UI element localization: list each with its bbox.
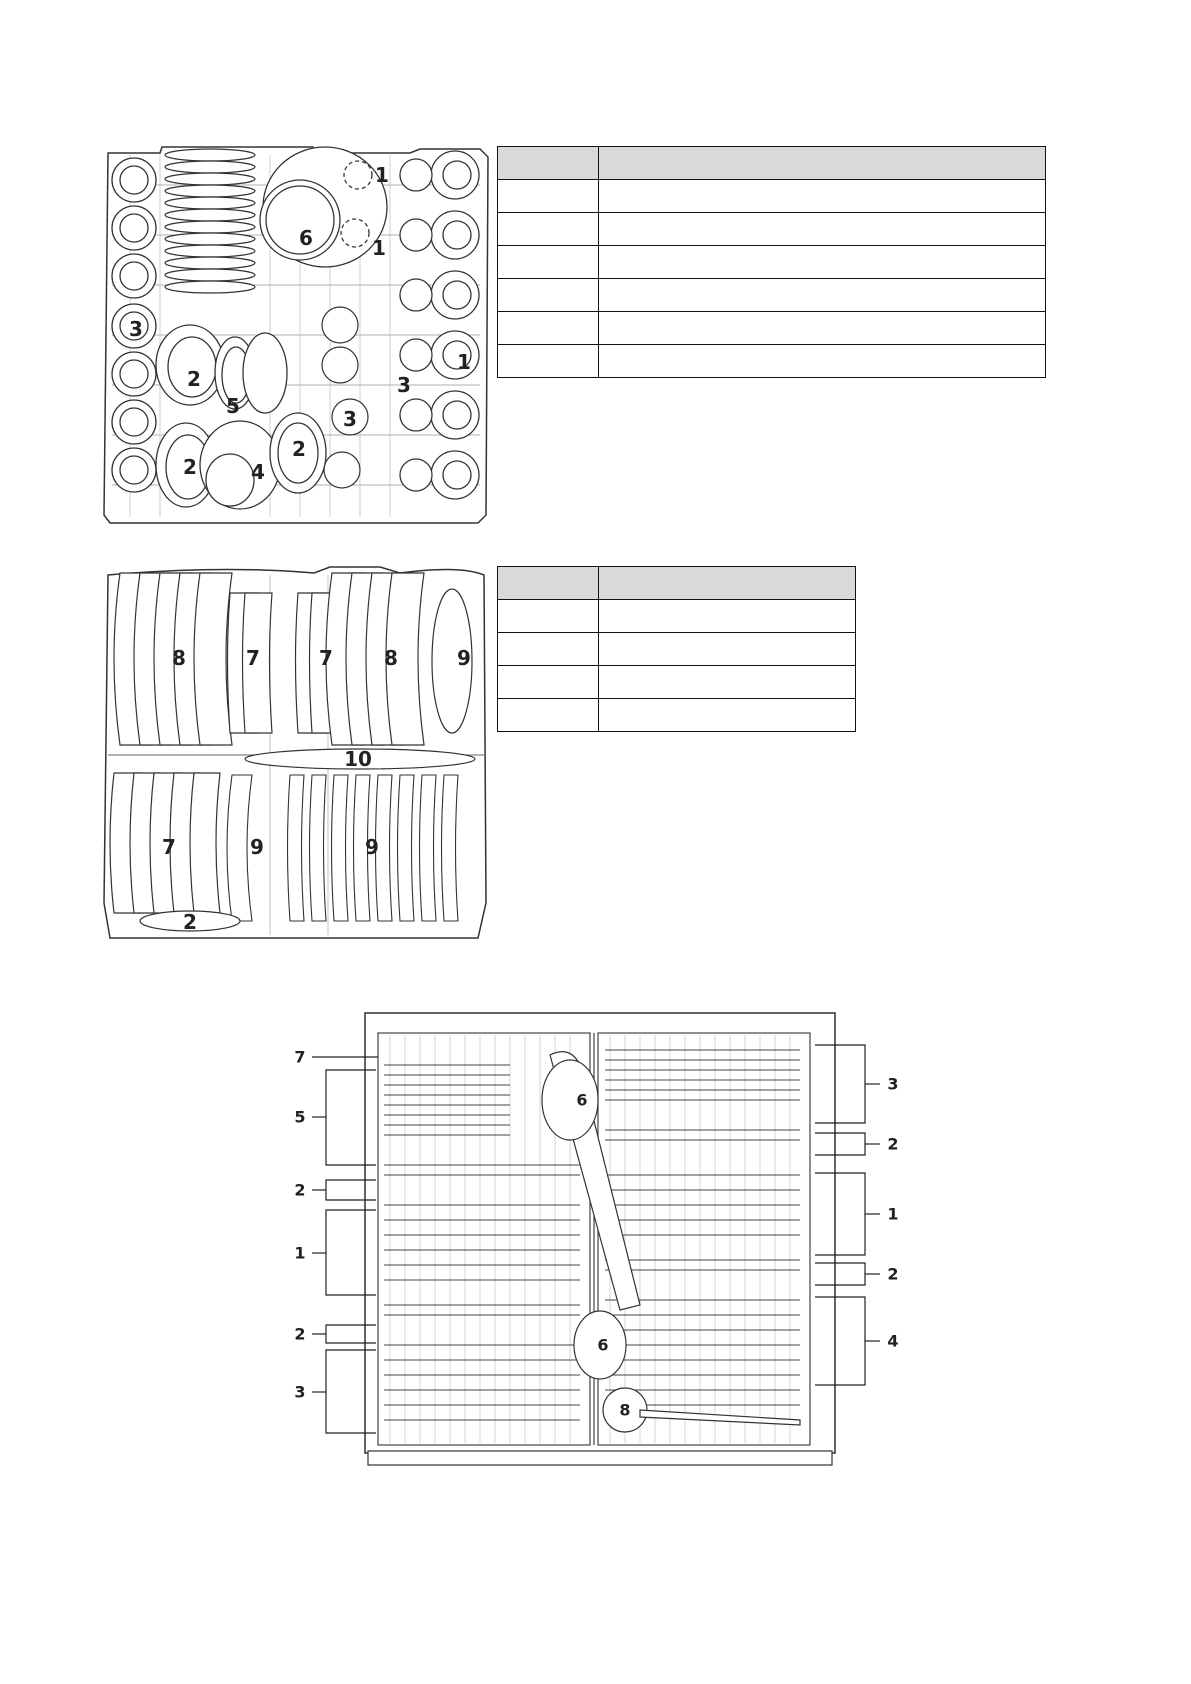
cutlery-tray-drawing xyxy=(280,1005,920,1470)
lower-rack-drawing xyxy=(100,563,490,948)
cutlery-left-label-2: 5 xyxy=(294,1107,306,1127)
upper-label-3: 6 xyxy=(299,226,313,250)
table-cell xyxy=(599,246,1046,279)
table-cell xyxy=(599,213,1046,246)
table-cell xyxy=(498,633,599,666)
cutlery-left-label-1: 7 xyxy=(294,1047,306,1067)
cutlery-right-callouts xyxy=(887,1075,898,1351)
upper-label-2: 1 xyxy=(372,236,386,260)
cutlery-right-label-1: 3 xyxy=(887,1074,899,1094)
upper-label-8: 3 xyxy=(397,373,411,397)
upper-label-9: 3 xyxy=(343,407,357,431)
cutlery-inner-label-1: 6 xyxy=(576,1090,588,1110)
table-row xyxy=(498,633,856,666)
cutlery-left-callouts xyxy=(294,1048,305,1402)
lower-label-8: 9 xyxy=(250,835,264,859)
table-cell xyxy=(599,666,856,699)
cutlery-left-label-4: 1 xyxy=(294,1243,306,1263)
lower-rack-figure xyxy=(100,563,490,948)
table-row xyxy=(498,213,1046,246)
table-cell xyxy=(498,246,599,279)
upper-label-12: 2 xyxy=(292,437,306,461)
table-row xyxy=(498,312,1046,345)
cutlery-inner-label-2: 6 xyxy=(597,1335,609,1355)
lower-label-6: 10 xyxy=(344,747,372,771)
table-cell xyxy=(599,279,1046,312)
upper-label-4: 3 xyxy=(129,317,143,341)
cutlery-left-label-5: 2 xyxy=(294,1324,306,1344)
header-cell xyxy=(599,147,1046,180)
header-cell xyxy=(498,147,599,180)
cutlery-right-label-2: 2 xyxy=(887,1134,899,1154)
cutlery-right-label-4: 2 xyxy=(887,1264,899,1284)
header-cell xyxy=(498,567,599,600)
cutlery-right-label-3: 1 xyxy=(887,1204,899,1224)
table-row xyxy=(498,180,1046,213)
upper-rack-figure xyxy=(100,145,490,530)
table-cell xyxy=(599,312,1046,345)
lower-label-4: 8 xyxy=(384,646,398,670)
lower-rack-legend-table xyxy=(497,566,856,732)
table-cell xyxy=(599,600,856,633)
table-cell xyxy=(498,180,599,213)
upper-rack-drawing xyxy=(100,145,490,530)
lower-label-2: 7 xyxy=(246,646,260,670)
lower-label-7: 7 xyxy=(162,835,176,859)
header-cell xyxy=(599,567,856,600)
lower-label-9: 9 xyxy=(365,835,379,859)
table-row xyxy=(498,279,1046,312)
cutlery-left-label-3: 2 xyxy=(294,1180,306,1200)
table-cell xyxy=(599,345,1046,378)
table-row xyxy=(498,600,856,633)
upper-label-6: 5 xyxy=(226,394,240,418)
lower-label-1: 8 xyxy=(172,646,186,670)
upper-label-5: 2 xyxy=(187,367,201,391)
cutlery-left-label-6: 3 xyxy=(294,1382,306,1402)
lower-label-3: 7 xyxy=(319,646,333,670)
table-row xyxy=(498,246,1046,279)
cutlery-inner-label-3: 8 xyxy=(619,1400,631,1420)
cutlery-tray-figure xyxy=(280,1005,920,1470)
table-header-row xyxy=(498,147,1046,180)
upper-label-1: 1 xyxy=(375,163,389,187)
lower-label-5: 9 xyxy=(457,646,471,670)
table-cell xyxy=(498,279,599,312)
table-cell xyxy=(498,345,599,378)
upper-label-10: 2 xyxy=(183,455,197,479)
upper-rack-legend-table xyxy=(497,146,1046,378)
table-row xyxy=(498,666,856,699)
lower-label-10: 2 xyxy=(183,910,197,934)
upper-label-7: 1 xyxy=(457,350,471,374)
table-cell xyxy=(599,699,856,732)
table-cell xyxy=(498,600,599,633)
table-cell xyxy=(498,213,599,246)
table-cell xyxy=(498,699,599,732)
table-row xyxy=(498,699,856,732)
table-cell xyxy=(599,633,856,666)
table-row xyxy=(498,345,1046,378)
table-cell xyxy=(599,180,1046,213)
table-header-row xyxy=(498,567,856,600)
cutlery-right-label-5: 4 xyxy=(887,1331,899,1351)
table-cell xyxy=(498,666,599,699)
upper-label-11: 4 xyxy=(251,460,265,484)
table-cell xyxy=(498,312,599,345)
